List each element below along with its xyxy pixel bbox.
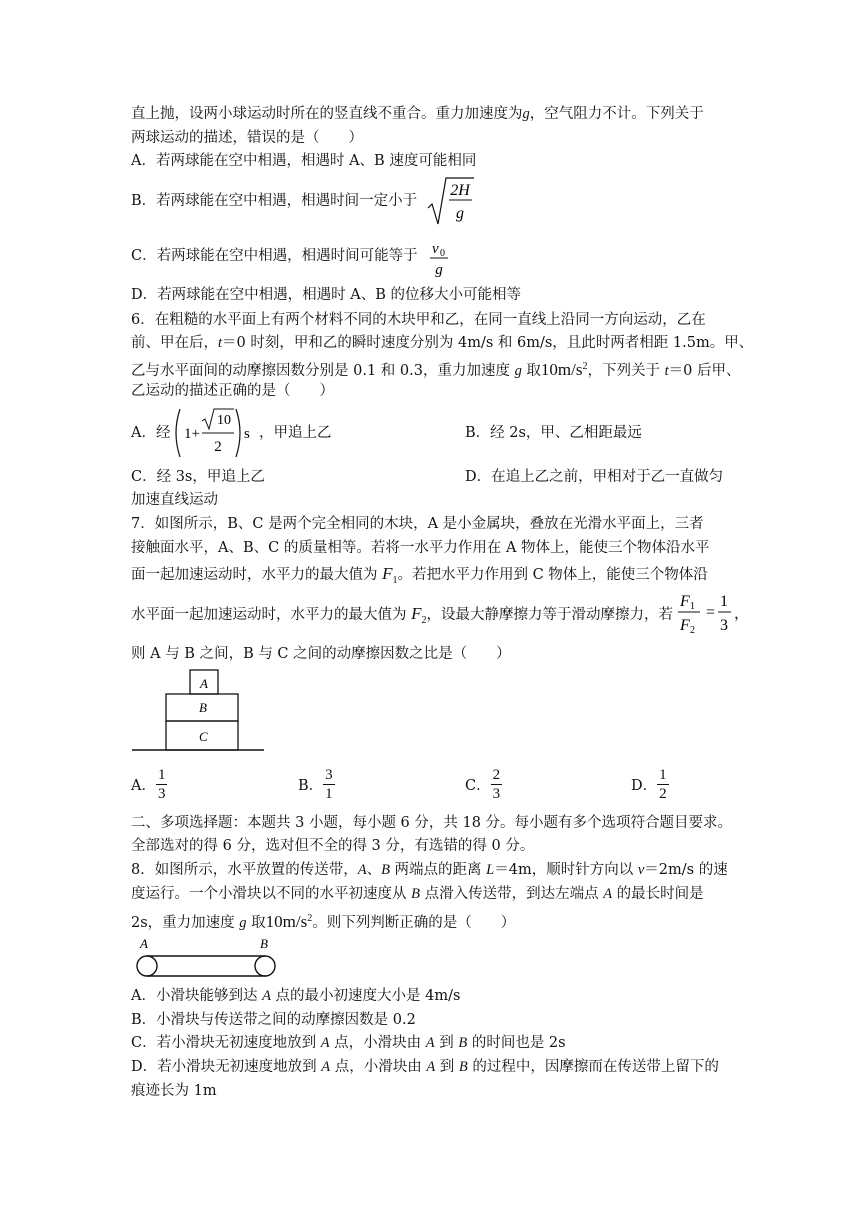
q7-option-c: C． $\frac{2}{3}$	[465, 767, 501, 802]
q7-ratio-num-sub: 1	[690, 601, 695, 612]
right-pulley	[255, 956, 275, 976]
q6-stem-line2: 前、甲在后，t＝0 时刻，甲和乙的瞬时速度分别为 4m/s 和 6m/s，且此时两者相距 1.5m。甲、	[131, 335, 754, 351]
q5-stem-line1: 直上抛，设两小球运动时所在的竖直线不重合。重力加速度为g，空气阻力不计。下列关于	[131, 106, 704, 122]
q7-ratio-formula	[676, 586, 750, 638]
q7-option-a: A． $\frac{1}{3}$	[131, 767, 166, 802]
q8-option-d-cont: 痕迹长为 1m	[131, 1083, 217, 1099]
conveyor-label-b: B	[260, 936, 268, 951]
q5-option-b-sqrt-formula	[426, 174, 476, 228]
q7-ratio-num: F	[680, 593, 690, 610]
q5-option-b: B．若两球能在空中相遇，相遇时间一定小于	[131, 193, 418, 209]
q6-a-denominator: 2	[214, 439, 222, 455]
q5-c-denominator: g	[435, 262, 443, 278]
q6-option-a-formula	[170, 405, 260, 461]
q8-stem-line3: 2s，重力加速度 g 取$10m/s^2$。则下列判断正确的是（ ）	[131, 911, 516, 931]
q5-c-numerator: v	[432, 241, 439, 257]
q7-ratio-right-den: 3	[720, 617, 728, 634]
q5-option-c: C．若两球能在空中相遇，相遇时间可能等于	[131, 248, 418, 264]
q7-option-b: B． $\frac{3}{1}$	[298, 767, 333, 802]
q5-option-a: A．若两球能在空中相遇，相遇时 A、B 速度可能相同	[131, 153, 477, 169]
q7-ratio-eq: =	[706, 604, 716, 621]
q7-stem-line3: 面一起加速运动时，水平力的最大值为 $F_1$。若把水平力作用到 C 物体上，能使三个物体沿	[131, 564, 708, 586]
q8-option-d: D．若小滑块无初速度地放到 A 点，小滑块由 A 到 B 的过程中，因摩擦而在传送带上留下的	[131, 1059, 719, 1075]
section2-heading-line2: 全部选对的得 6 分，选对但不全的得 3 分，有选错的得 0 分。	[131, 838, 535, 854]
q6-a-radicand: 10	[217, 413, 231, 428]
q8-stem-line2: 度运行。一个小滑块以不同的水平初速度从 B 点滑入传送带，到达左端点 A 的最长时间是	[131, 886, 704, 902]
q8-option-a: A．小滑块能够到达 A 点的最小初速度大小是 4m/s	[131, 988, 461, 1004]
q8-option-b: B．小滑块与传送带之间的动摩擦因数是 0.2	[131, 1012, 416, 1028]
q5-b-denominator: g	[456, 205, 464, 222]
block-a-label: A	[200, 676, 208, 691]
block-b-label: B	[199, 700, 207, 715]
left-pulley	[137, 956, 157, 976]
conveyor-label-a: A	[140, 936, 148, 951]
q7-stem-line5: 则 A 与 B 之间，B 与 C 之间的动摩擦因数之比是（ ）	[131, 646, 511, 662]
q6-option-c: C．经 3s，甲追上乙	[131, 469, 265, 485]
q6-option-a-text: ，甲追上乙	[259, 425, 332, 441]
q7-ratio-comma: ，	[734, 606, 750, 622]
q7-ratio-den-sub: 2	[690, 625, 695, 636]
q5-b-numerator: 2H	[450, 182, 470, 199]
section2-heading-line1: 二、多项选择题：本题共 3 小题，每小题 6 分，共 18 分。每小题有多个选项符合题目要求。	[131, 815, 733, 831]
q5-c-numerator-sub: 0	[440, 248, 445, 259]
q8-stem-line1: 8．如图所示，水平放置的传送带，A、B 两端点的距离 L＝4m，顺时针方向以 v＝2m/s 的速	[131, 862, 728, 878]
q6-stem-line4: 乙运动的描述正确的是（ ）	[131, 383, 334, 399]
q6-option-b: B．经 2s，甲、乙相距最远	[465, 425, 642, 441]
q7-stacked-blocks-figure	[128, 668, 268, 756]
q6-option-d: D．在追上乙之前，甲相对于乙一直做匀	[465, 469, 724, 485]
q5-stem-line2: 两球运动的描述，错误的是（ ）	[131, 130, 363, 146]
q6-stem-line1: 6．在粗糙的水平面上有两个材料不同的木块甲和乙，在同一直线上沿同一方向运动，乙在	[131, 312, 706, 328]
q6-a-one: 1+	[184, 426, 200, 442]
q5-option-c-fraction	[428, 236, 452, 280]
q6-option-d-cont: 加速直线运动	[131, 492, 218, 508]
q7-stem-line4: 水平面一起加速运动时，水平力的最大值为 $F_2$，设最大静摩擦力等于滑动摩擦力，若	[131, 604, 673, 626]
q6-stem-line3: 乙与水平面间的动摩擦因数分别是 0.1 和 0.3，重力加速度 g 取$10m/s^2$，下列关于 t＝0 后甲、	[131, 359, 741, 379]
q6-a-unit: s	[244, 426, 250, 442]
block-c-label: C	[199, 729, 208, 744]
q8-conveyor-belt-figure	[128, 934, 282, 980]
q7-ratio-right-num: 1	[720, 593, 728, 610]
q8-option-c: C．若小滑块无初速度地放到 A 点，小滑块由 A 到 B 的时间也是 2s	[131, 1035, 566, 1051]
q7-stem-line1: 7．如图所示，B、C 是两个完全相同的木块，A 是小金属块，叠放在光滑水平面上，三者	[131, 516, 704, 532]
q6-option-a-label: A．经	[131, 425, 171, 441]
q7-stem-line2: 接触面水平，A、B、C 的质量相等。若将一水平力作用在 A 物体上，能使三个物体沿水平	[131, 540, 710, 556]
q7-ratio-den: F	[680, 617, 690, 634]
q7-option-d: D． $\frac{1}{2}$	[631, 767, 667, 802]
q5-option-d: D．若两球能在空中相遇，相遇时 A、B 的位移大小可能相等	[131, 287, 521, 303]
